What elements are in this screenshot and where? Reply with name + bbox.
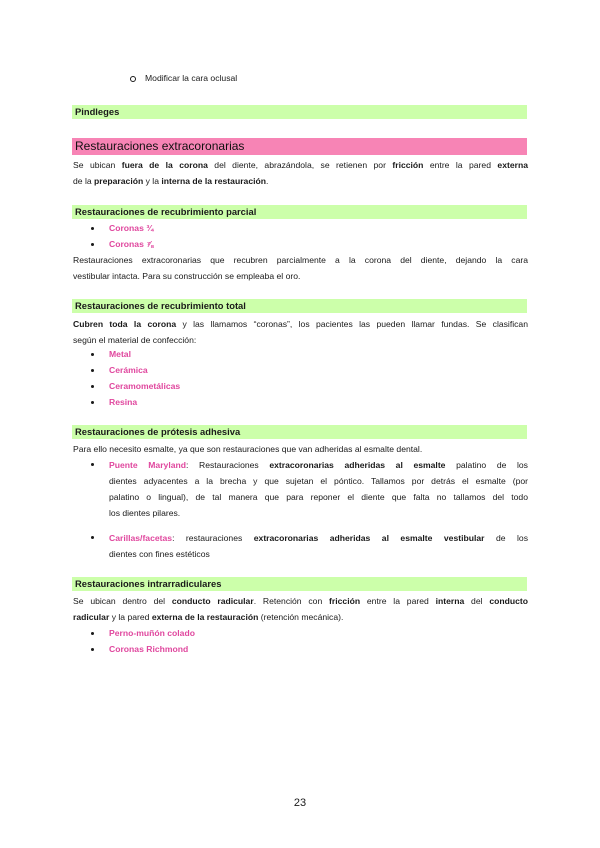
paragraph-line: Puente Maryland: Restauraciones extracoronarias adheridas al esmalte palatino de los [109,460,528,470]
paragraph-line: Carillas/facetas: restauraciones extracoronarias adheridas al esmalte vestibular de los [109,533,528,543]
section-heading-parcial: Restauraciones de recubrimiento parcial [72,205,527,219]
paragraph-line: dientes adyacentes a la brecha y que sujetan el póntico. Tallamos por detrás el esmalte (por [109,476,528,486]
paragraph-line: palatino o lingual), de tal manera que para reponer el diente que falta no tallamos del todo [109,492,528,502]
paragraph-line: vestibular intacta. Para su construcción se empleaba el oro. [73,271,301,281]
list-item: Cerámica [109,365,148,375]
section-heading-pindleges: Pindleges [72,105,527,119]
list-item: Coronas Richmond [109,644,189,654]
paragraph-line: radicular y la pared externa de la restauración (retención mecánica). [73,612,344,622]
bullet-icon [91,227,94,230]
paragraph-line: Restauraciones extracoronarias que recubren parcialmente a la corona del diente, dejando la cara [73,255,528,265]
bullet-icon [91,536,94,539]
bullet-icon [91,632,94,635]
page-number: 23 [293,797,307,809]
hollow-bullet-icon [130,76,136,82]
section-heading-intrarradiculares: Restauraciones intrarradiculares [72,577,527,591]
list-item: Resina [109,397,138,407]
paragraph-line: los dientes pilares. [109,508,181,518]
list-item: Coronas ⅞ [109,239,154,249]
paragraph-line: según el material de confección: [73,335,197,345]
section-title-extracoronarias: Restauraciones extracoronarias [72,138,527,155]
bullet-icon [91,369,94,372]
bullet-icon [91,353,94,356]
list-item: Metal [109,349,131,359]
paragraph-line: Se ubican dentro del conducto radicular. Retención con fricción entre la pared interna del conducto [73,596,528,606]
paragraph-line: dientes con fines estéticos [109,549,210,559]
paragraph-line: Para ello necesito esmalte, ya que son restauraciones que van adheridas al esmalte dental. [73,444,423,454]
list-item: Ceramometálicas [109,381,181,391]
list-item: Perno-muñón colado [109,628,195,638]
bullet-icon [91,243,94,246]
section-heading-total: Restauraciones de recubrimiento total [72,299,527,313]
paragraph-line: Cubren toda la corona y las llamamos “coronas”, los pacientes las pueden llamar fundas. Se clasifican [73,319,528,329]
bullet-icon [91,648,94,651]
bullet-icon [91,463,94,466]
bullet-icon [91,401,94,404]
list-item: Modificar la cara oclusal [145,73,238,83]
paragraph-line: Se ubican fuera de la corona del diente, abrazándola, se retienen por fricción entre la pared externa [73,160,528,170]
section-heading-adhesiva: Restauraciones de prótesis adhesiva [72,425,527,439]
paragraph-line: de la preparación y la interna de la restauración. [73,176,269,186]
bullet-icon [91,385,94,388]
list-item: Coronas ¾ [109,223,154,233]
